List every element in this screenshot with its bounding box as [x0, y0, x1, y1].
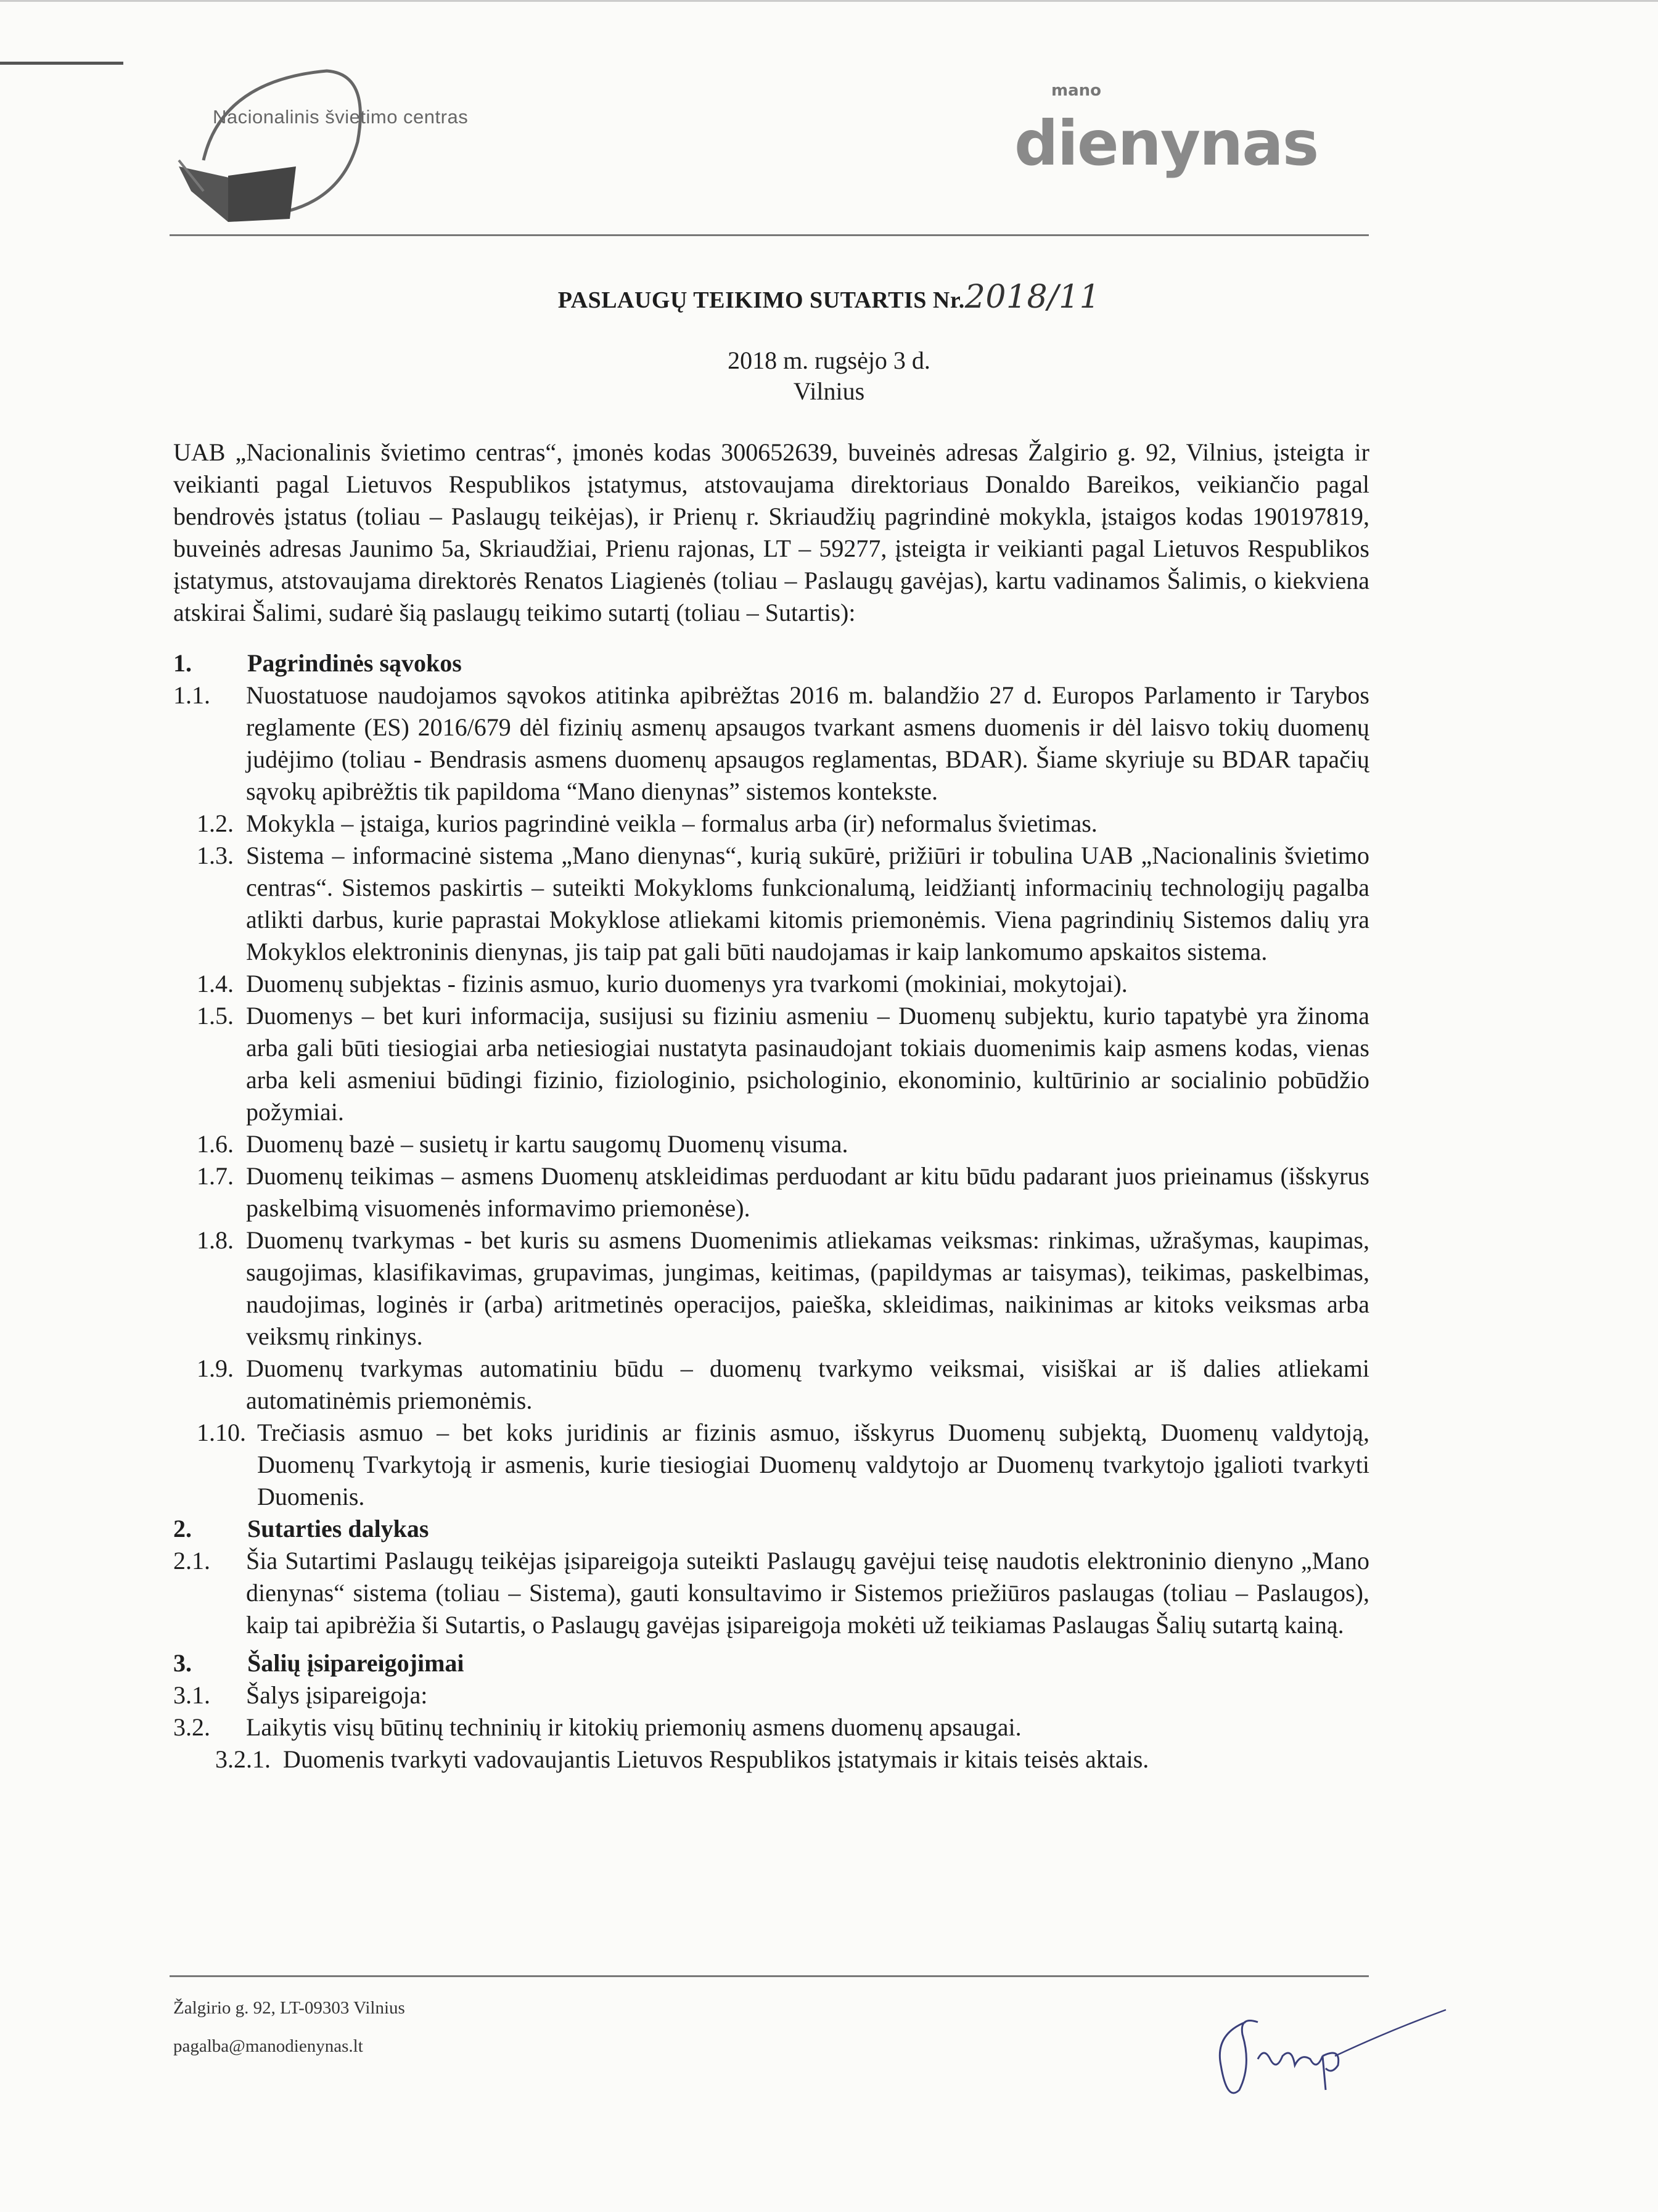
section-title: Šalių įsipareigojimai — [247, 1649, 464, 1677]
clause-number: 1.3. — [197, 842, 234, 869]
clause-text: Laikytis visų būtinų techninių ir kitokių priemonių asmens duomenų apsaugai. — [246, 1713, 1022, 1741]
clause-number: 3.2.1. — [215, 1745, 271, 1773]
clause — [173, 840, 1369, 968]
header-divider — [170, 234, 1369, 236]
logo-dienynas-text: dienynas — [1014, 107, 1318, 179]
clause — [173, 1711, 1369, 1743]
clause — [173, 968, 1369, 1000]
footer-email: pagalba@manodienynas.lt — [173, 2036, 363, 2056]
document-body — [173, 436, 1369, 1776]
clause-number: 2.1. — [173, 1547, 210, 1575]
clause-text: Šalys įsipareigoja: — [246, 1681, 428, 1709]
document-title — [0, 279, 1658, 316]
handwritten-signature — [1209, 1997, 1449, 2115]
clause — [173, 1679, 1369, 1711]
clause-text: Duomenų teikimas – asmens Duomenų atskleidimas perduodant ar kitu būdu padarant juos prieinamus (išskyrus paskelbimą visuomenės informavimo priemonėse). — [246, 1162, 1369, 1222]
section-title: Sutarties dalykas — [247, 1515, 429, 1542]
clause-text: Duomenų bazė – susietų ir kartu saugomų Duomenų visuma. — [246, 1130, 848, 1158]
clause — [173, 1545, 1369, 1641]
section-number: 3. — [173, 1649, 192, 1677]
section-heading — [173, 1513, 1369, 1545]
nsc-logo-icon — [166, 68, 512, 228]
intro-paragraph: UAB „Nacionalinis švietimo centras“, įmonės kodas 300652639, buveinės adresas Žalgirio g. 92, Vilnius, įsteigta ir veikianti pagal Lietuvos Respublikos įstatymus, atstovaujama direktoriaus Donaldo Bareikos, veikiančio pagal bendrovės įstatus (toliau – Paslaugų teikėjas), ir Prienų r. Skriaudžių pagrindinė mokykla, įstaigos kodas 190197819, buveinės adresas Jaunimo 5a, Skriaudžiai, Prienu rajonas, LT – 59277, įsteigta ir veikianti pagal Lietuvos Respublikos įstatymus, atstovaujama direktorės Renatos Liagienės (toliau – Paslaugų gavėjas), kartu vadinamos Šalimis, o kiekviena atskirai Šalimi, sudarė šią paslaugų teikimo sutartį (toliau – Sutartis): — [173, 438, 1369, 626]
clause-number: 1.2. — [197, 809, 234, 837]
footer-divider — [170, 1975, 1369, 1977]
clause-text: Duomenys – bet kuri informacija, susijusi su fiziniu asmeniu – Duomenų subjektu, kurio tapatybė yra žinoma arba gali būti tiesiogiai arba netiesiogiai nustatyta pasinaudojant tokiais duomenimis kaip asmens kodas, vienas arba keli asmeniui būdingi fizinio, fiziologinio, psichologinio, ekonominio, kultūrinio ar socialinio pobūdžio požymiai. — [246, 1002, 1369, 1126]
clause-number: 1.7. — [197, 1162, 234, 1190]
section-number: 2. — [173, 1515, 192, 1542]
clause-text: Duomenų subjektas - fizinis asmuo, kurio duomenys yra tvarkomi (mokiniai, mokytojai). — [246, 970, 1128, 997]
section-number: 1. — [173, 649, 192, 677]
clause-number: 1.1. — [173, 681, 210, 709]
clause — [173, 1160, 1369, 1224]
clause-text: Duomenų tvarkymas - bet kuris su asmens Duomenimis atliekamas veiksmas: rinkimas, užrašymas, kaupimas, saugojimas, klasifikavimas, grupavimas, jungimas, keitimas, (papildymas ar taisymas), teikimas, paskelbimas, naudojimas, loginės ir (arba) aritmetinės operacijos, paieška, skleidimas, naikinimas ar kitoks veiksmas arba veiksmų rinkinys. — [246, 1226, 1369, 1350]
clause — [173, 1743, 1369, 1776]
clause-number: 1.9. — [197, 1354, 234, 1382]
clause-number: 1.8. — [197, 1226, 234, 1254]
clause-text: Duomenų tvarkymas automatiniu būdu – duomenų tvarkymo veiksmai, visiškai ar iš dalies atliekami automatinėmis priemonėmis. — [246, 1354, 1369, 1414]
clause-text: Duomenis tvarkyti vadovaujantis Lietuvos Respublikos įstatymais ir kitais teisės aktais. — [283, 1745, 1149, 1773]
clause-number: 3.1. — [173, 1681, 210, 1709]
footer-address: Žalgirio g. 92, LT-09303 Vilnius — [173, 1998, 405, 2018]
clause-number: 1.6. — [197, 1130, 234, 1158]
scan-edge — [0, 0, 1658, 2]
clause-text: Šia Sutartimi Paslaugų teikėjas įsipareigoja suteikti Paslaugų gavėjui teisę naudotis elektroninio dienyno „Mano dienynas“ sistema (toliau – Sistema), gauti konsultavimo ir Sistemos priežiūros paslaugas (toliau – Paslaugos), kaip tai apibrėžia ši Sutartis, o Paslaugų gavėjas įsipareigoja mokėti už teikiamas Paslaugas Šalių sutartą kainą. — [246, 1547, 1369, 1639]
clause — [173, 1000, 1369, 1128]
clause-number: 3.2. — [173, 1713, 210, 1741]
section-heading — [173, 647, 1369, 679]
contract-place: Vilnius — [793, 377, 865, 405]
logo-mano-text: mano — [1051, 81, 1102, 100]
handwritten-contract-number: 2018/11 — [964, 279, 1101, 316]
clause — [173, 1417, 1369, 1513]
title-text: PASLAUGŲ TEIKIMO SUTARTIS Nr. — [557, 287, 965, 313]
clause — [173, 808, 1369, 840]
clause-number: 1.4. — [197, 970, 234, 997]
clause-text: Mokykla – įstaiga, kurios pagrindinė veikla – formalus arba (ir) neformalus švietimas. — [246, 809, 1098, 837]
section-heading — [173, 1647, 1369, 1679]
clause — [173, 1128, 1369, 1160]
clause-number: 1.5. — [197, 1002, 234, 1030]
nsc-logo-text: Nacionalinis švietimo centras — [213, 106, 469, 128]
contract-date: 2018 m. rugsėjo 3 d. — [728, 346, 930, 374]
clause — [173, 1353, 1369, 1417]
clause-text: Trečiasis asmuo – bet koks juridinis ar fizinis asmuo, išskyrus Duomenų subjektą, Duomenų valdytoją, Duomenų Tvarkytoją ir asmenis, kurie tiesiogiai Duomenų valdytojo ar Duomenų tvarkytojo įgalioti tvarkyti Duomenis. — [257, 1419, 1369, 1510]
clause-text: Sistema – informacinė sistema „Mano dienynas“, kurią sukūrė, prižiūri ir tobulina UAB „Nacionalinis švietimo centras“. Sistemos paskirtis – suteikti Mokykloms funkcionalumą, leidžiantį informacinių technologijų pagalba atlikti darbus, kurie paprastai Mokyklose atliekami kitomis priemonėmis. Viena pagrindinių Sistemos dalių yra Mokyklos elektroninis dienynas, jis taip pat gali būti naudojamas ir kaip lankomumo apskaitos sistema. — [246, 842, 1369, 965]
section-title: Pagrindinės sąvokos — [247, 649, 462, 677]
clause-text: Nuostatuose naudojamos sąvokos atitinka apibrėžtas 2016 m. balandžio 27 d. Europos Parlamento ir Tarybos reglamente (ES) 2016/679 dėl fizinių asmenų apsaugos tvarkant asmens duomenis ir dėl laisvo tokių duomenų judėjimo (toliau - Bendrasis asmens duomenų apsaugos reglamentas, BDAR). Šiame skyriuje su BDAR tapačių sąvokų apibrėžtis tik papildoma “Mano dienynas” sistemos kontekste. — [246, 681, 1369, 805]
scan-mark — [0, 62, 123, 65]
date-place — [0, 345, 1658, 407]
clause — [173, 679, 1369, 808]
clause — [173, 1224, 1369, 1353]
clause-number: 1.10. — [197, 1419, 246, 1446]
